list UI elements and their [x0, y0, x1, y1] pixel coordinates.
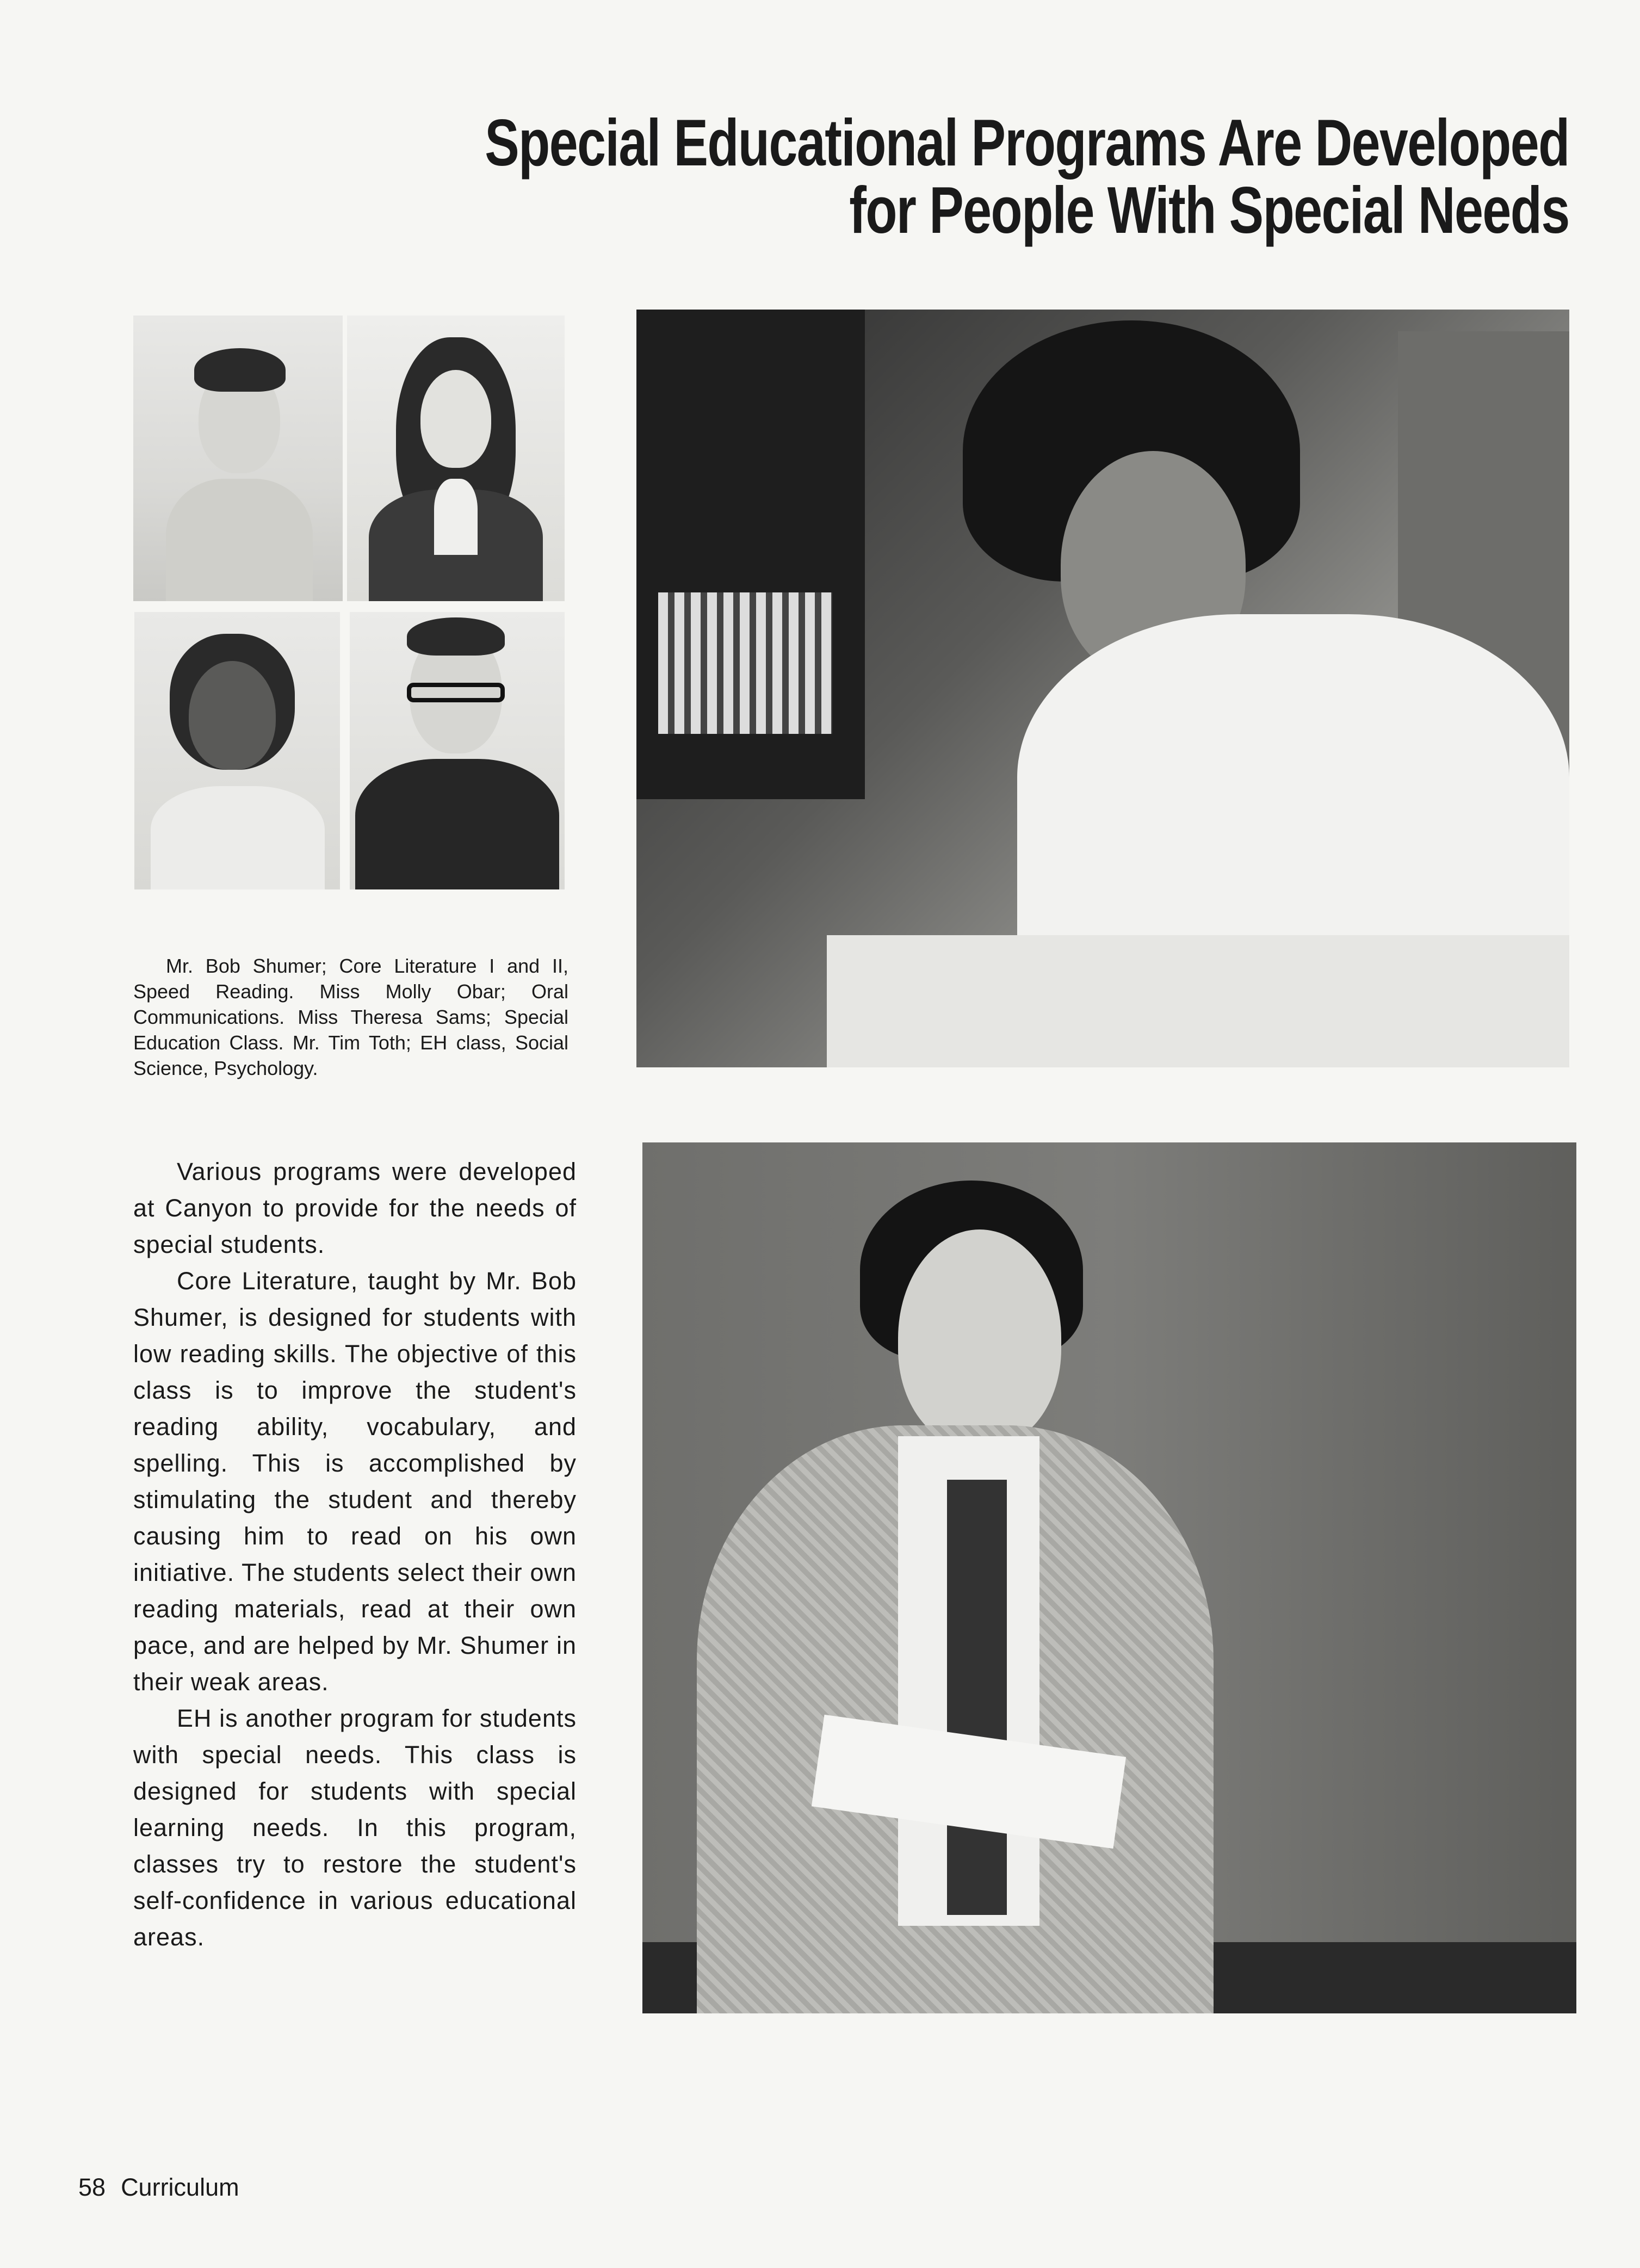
page-footer — [78, 2173, 255, 2202]
photo-student-writing — [636, 310, 1569, 1067]
photo-teacher-at-chalkboard — [642, 1142, 1576, 2013]
article-body — [133, 1153, 577, 1955]
title-line-1: Special Educational Programs Are Developed — [485, 106, 1569, 180]
portrait-molly-obar — [347, 316, 565, 601]
body-paragraph: EH is another program for students with special needs. This class is designed for students with special learning needs. In this program, classes try to restore the student's self-confidence in various educational areas. — [133, 1704, 577, 1951]
section-name: Curriculum — [121, 2173, 239, 2201]
caption-text: Mr. Bob Shumer; Core Literature I and II, Speed Reading. Miss Molly Obar; Oral Communications. Miss Theresa Sams; Special Education Class. Mr. Tim Toth; EH class, Social Science, Psychology. — [133, 955, 568, 1079]
body-paragraph: Various programs were developed at Canyon to provide for the needs of special students. — [133, 1158, 577, 1258]
body-paragraph: Core Literature, taught by Mr. Bob Shumer, is designed for students with low reading skills. The objective of this class is to improve the student's reading ability, vocabulary, and spelling. This is accomplished by stimulating the student and thereby causing him to read on his own initiative. The students select their own reading materials, read at their own pace, and are helped by Mr. Shumer in their weak areas. — [133, 1267, 577, 1696]
portrait-tim-toth — [350, 612, 565, 889]
page-number: 58 — [78, 2173, 106, 2201]
portrait-caption — [133, 953, 568, 1081]
portrait-theresa-sams — [134, 612, 340, 889]
title-line-2: for People With Special Needs — [849, 173, 1569, 247]
portrait-bob-shumer — [133, 316, 343, 601]
page-title — [179, 106, 1569, 247]
